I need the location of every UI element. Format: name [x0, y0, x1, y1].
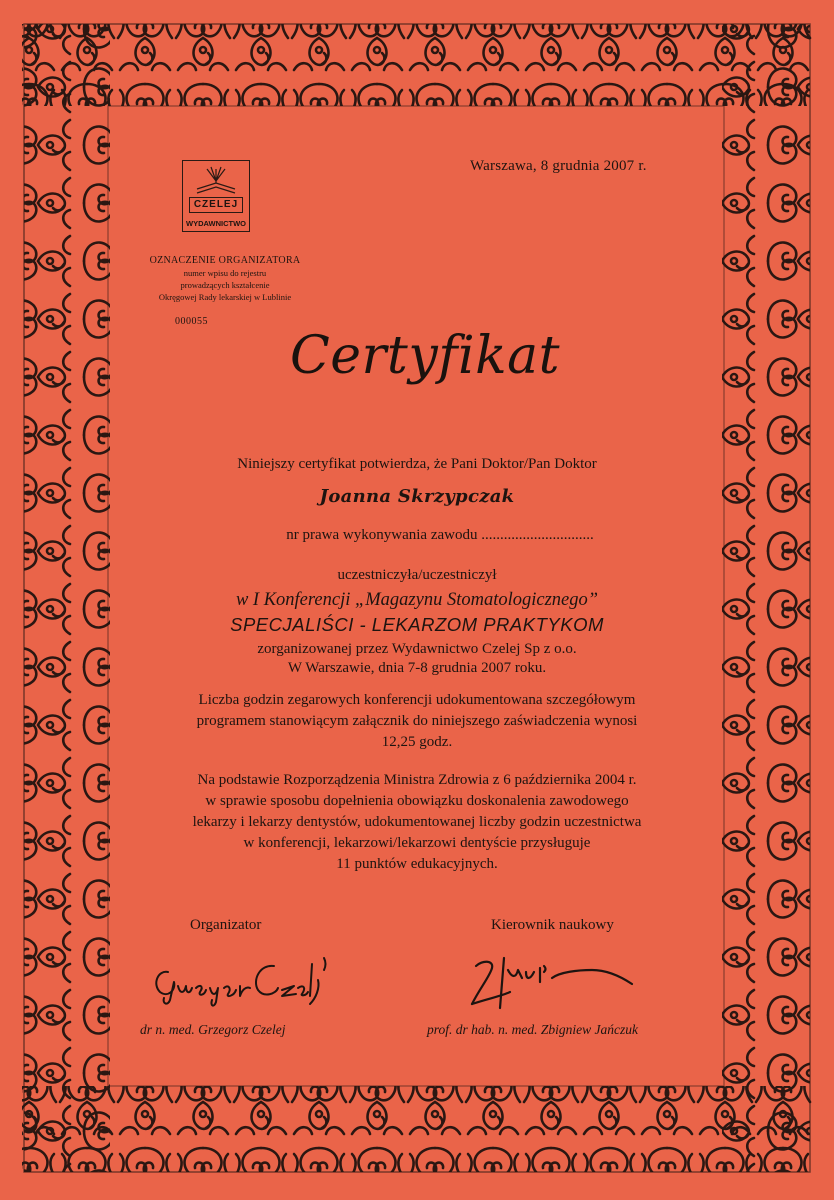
publisher-logo: [130, 160, 330, 232]
conference-title: w I Konferencji „Magazynu Stomatologicznego”: [235, 590, 599, 610]
license-number-line: nr prawa wykonywania zawodu ..............................: [286, 527, 594, 543]
supervisor-name: prof. dr hab. n. med. Zbigniew Jańczuk: [427, 1022, 638, 1037]
logo-brand: CZELEJ: [189, 197, 243, 213]
certificate-title: Certyfikat: [290, 326, 560, 386]
organized-by-text: zorganizowanej przez Wydawnictwo Czelej Sp z o.o.: [257, 641, 577, 657]
organizer-designation: [120, 255, 330, 303]
hours-line: 12,25 godz.: [381, 734, 453, 750]
organizer-label: Organizator: [190, 917, 262, 933]
organizer-number: 000055: [175, 316, 208, 327]
confirmation-text: Niniejszy certyfikat potwierdza, że Pani Doktor/Pan Doktor: [237, 456, 597, 472]
book-icon: [183, 163, 249, 199]
regulation-line: lekarzy i lekarzy dentystów, udokumentowanej liczby godzin uczestnictwa: [192, 814, 642, 830]
regulation-line: w konferencji, lekarzowi/lekarzowi dentyście przysługuje: [243, 835, 591, 851]
participated-text: uczestniczyła/uczestniczył: [337, 567, 497, 583]
regulation-line: 11 punktów edukacyjnych.: [336, 856, 498, 872]
organizer-designation-title: OZNACZENIE ORGANIZATORA: [149, 255, 301, 266]
regulation-line: w sprawie sposobu dopełnienia obowiązku doskonalenia zawodowego: [205, 793, 629, 809]
hours-line: programem stanowiącym załącznik do niniejszego zaświadczenia wynosi: [196, 713, 638, 729]
place-date: Warszawa, 8 grudnia 2007 r.: [470, 158, 647, 174]
organizer-designation-line: prowadzących kształcenie: [180, 280, 270, 290]
organizer-signature: [148, 950, 348, 1010]
organizer-designation-line: Okręgowej Rady lekarskiej w Lublinie: [158, 292, 292, 302]
logo-subtitle: WYDAWNICTWO: [186, 219, 246, 228]
regulation-line: Na podstawie Rozporządzenia Ministra Zdrowia z 6 października 2004 r.: [197, 772, 637, 788]
organizer-name: dr n. med. Grzegorz Czelej: [140, 1022, 286, 1037]
logo-frame: [182, 160, 250, 232]
supervisor-label: Kierownik naukowy: [491, 917, 614, 933]
supervisor-signature: [460, 948, 650, 1018]
conference-subtitle: SPECJALIŚCI - LEKARZOM PRAKTYKOM: [230, 614, 604, 635]
hours-line: Liczba godzin zegarowych konferencji udokumentowana szczegółowym: [198, 692, 636, 708]
hours-paragraph: [110, 690, 724, 753]
venue-date-text: W Warszawie, dnia 7-8 grudnia 2007 roku.: [287, 660, 547, 676]
recipient-name: Joanna Skrzypczak: [319, 486, 515, 507]
organizer-designation-line: numer wpisu do rejestru: [183, 268, 267, 278]
regulation-paragraph: [110, 770, 724, 875]
